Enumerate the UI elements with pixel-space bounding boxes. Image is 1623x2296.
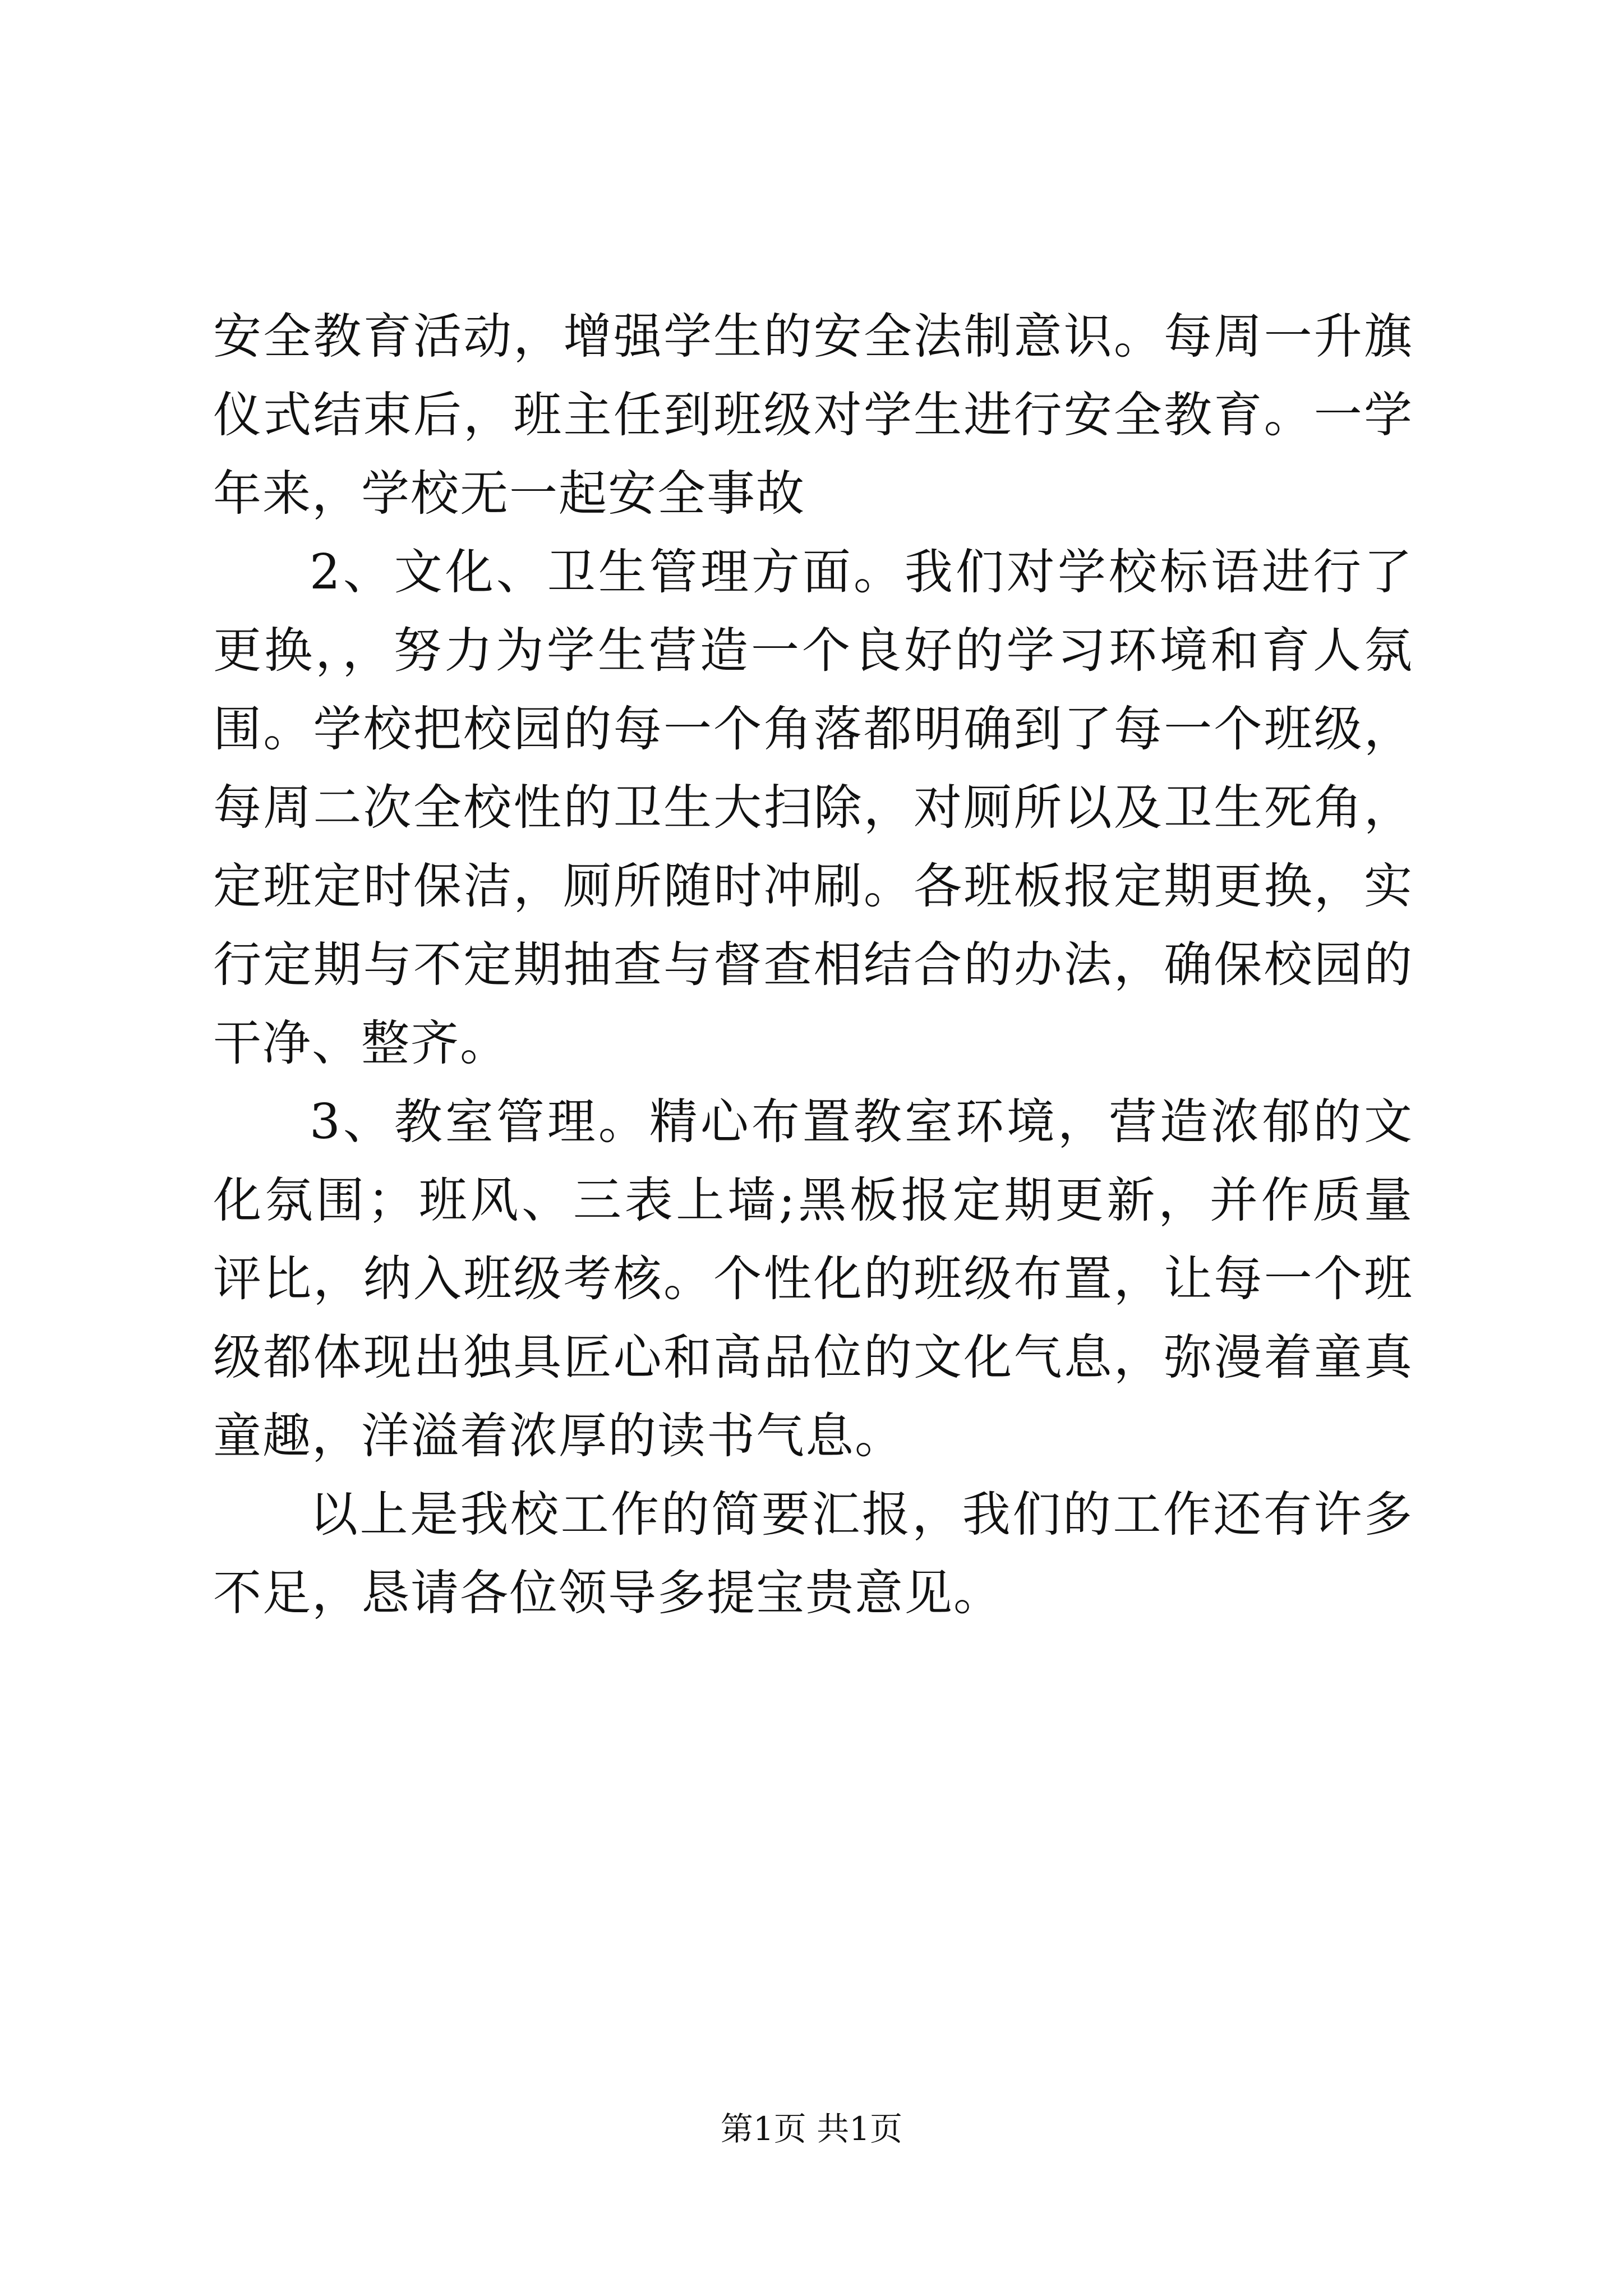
- paragraph-culture-hygiene: 2、文化、卫生管理方面。我们对学校标语进行了更换，，努力为学生营造一个良好的学习环境和育人氛围。学校把校园的每一个角落都明确到了每一个班级，每周二次全校性的卫生大扫除，对厕所以及卫生死角，定班定时保洁，厕所随时冲刷。各班板报定期更换，实行定期与不定期抽查与督查相结合的办法，确保校园的干净、整齐。: [213, 544, 1413, 1071]
- paragraph-classroom-management: 3、教室管理。精心布置教室环境，营造浓郁的文化氛围；班风、三表上墙;黑板报定期更新，并作质量评比，纳入班级考核。个性化的班级布置，让每一个班级都体现出独具匠心和高品位的文化气息，弥漫着童真童趣，洋溢着浓厚的读书气息。: [213, 1094, 1413, 1464]
- paragraph-closing: 以上是我校工作的简要汇报，我们的工作还有许多不足，恳请各位领导多提宝贵意见。: [213, 1487, 1413, 1621]
- paragraph-safety-education: 安全教育活动，增强学生的安全法制意识。每周一升旗仪式结束后，班主任到班级对学生进行安全教育。一学年来，学校无一起安全事故: [213, 309, 1413, 522]
- page-number-footer: 第1页 共1页: [720, 2110, 903, 2148]
- document-body: [213, 297, 1413, 1632]
